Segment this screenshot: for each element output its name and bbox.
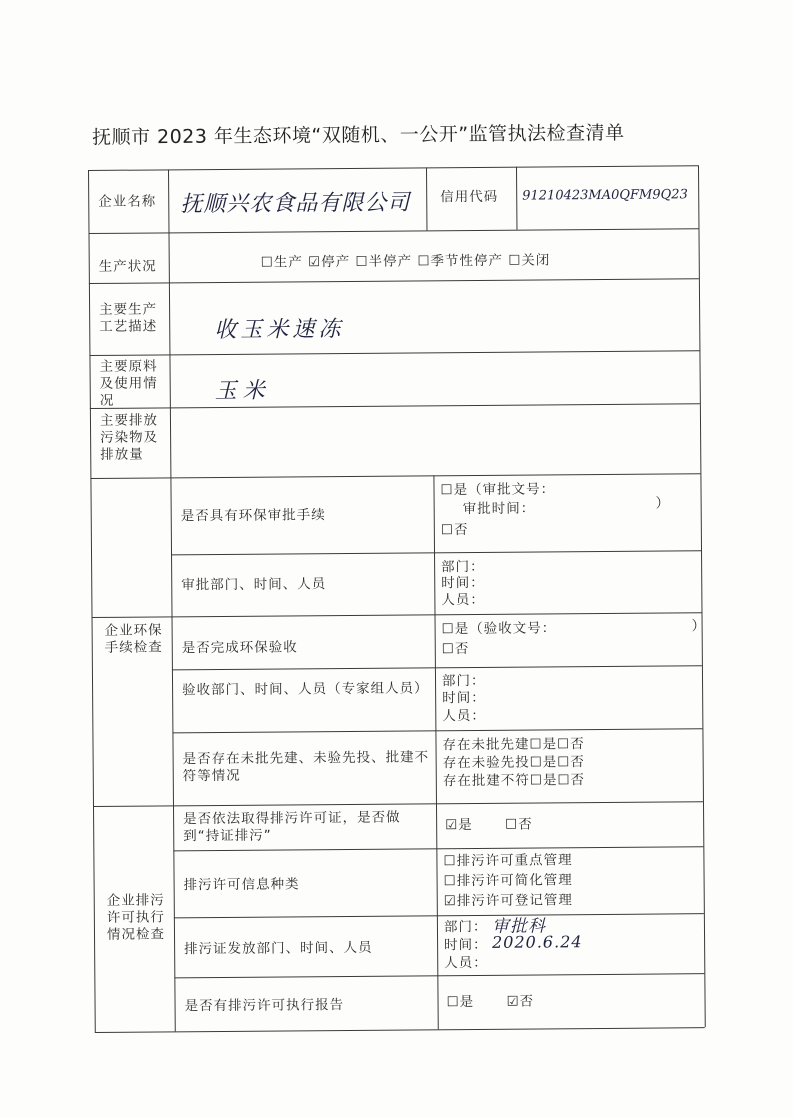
permit-q2-a1: ☐排污许可重点管理 <box>443 852 573 870</box>
env-procedure-group-label: 企业环保手续检查 <box>104 622 163 656</box>
materials-value: 玉米 <box>214 378 271 405</box>
env-q2: 审批部门、时间、人员 <box>181 576 327 594</box>
production-status-label: 生产状况 <box>98 258 157 275</box>
env-q2-dept: 部门： <box>441 558 485 576</box>
env-q5-a3: 存在批建不符☐是☐否 <box>442 772 586 790</box>
permit-q4-no: ☑否 <box>506 993 535 1010</box>
process-value: 收玉米速冻 <box>214 316 345 344</box>
env-q1-no: ☐否 <box>440 522 469 539</box>
permit-q3-person-label: 人员： <box>444 954 488 972</box>
permit-q3-dept-value: 审批科 <box>491 916 547 937</box>
inspection-table <box>88 165 705 1040</box>
env-q3-yes: ☐是（验收文号： <box>441 620 557 638</box>
permit-q3-time-value: 2020.6.24 <box>492 932 583 952</box>
env-q5-a1: 存在未批先建☐是☐否 <box>442 736 585 754</box>
permit-q1-yes: ☑是 <box>445 816 473 834</box>
company-name-label: 企业名称 <box>98 193 157 210</box>
env-q2-time: 时间： <box>441 574 485 592</box>
credit-code-label: 信用代码 <box>440 188 499 206</box>
permit-q3-dept-label: 部门： <box>443 918 488 936</box>
permit-q3: 排污证发放部门、时间、人员 <box>184 939 373 958</box>
materials-label: 主要原料及使用情况 <box>99 358 158 409</box>
permit-group-label: 企业排污许可执行情况检查 <box>106 892 166 943</box>
env-q2-person: 人员： <box>441 591 485 609</box>
env-q3-close: ） <box>691 618 707 635</box>
permit-q2: 排污许可信息种类 <box>183 876 300 894</box>
env-q4-dept: 部门： <box>441 672 486 690</box>
permit-q4: 是否有排污许可执行报告 <box>184 997 345 1015</box>
permit-q2-a2: ☐排污许可简化管理 <box>443 872 573 890</box>
env-q4-person: 人员： <box>442 707 486 725</box>
process-label: 主要生产工艺描述 <box>99 301 158 335</box>
permit-q2-a3: ☑排污许可登记管理 <box>443 892 573 910</box>
permit-q1-no: ☐否 <box>505 816 533 833</box>
env-q3: 是否完成环保验收 <box>181 639 298 657</box>
permit-q4-yes: ☐是 <box>446 993 475 1011</box>
env-q1-yes: ☐是（审批文号： <box>440 481 556 499</box>
env-q3-no: ☐否 <box>441 641 470 658</box>
permit-q3-time-label: 时间： <box>444 936 488 954</box>
env-q4: 验收部门、时间、人员（专家组人员） <box>182 680 429 699</box>
company-name-value: 抚顺兴农食品有限公司 <box>180 190 411 218</box>
pollutants-label: 主要排放污染物及排放量 <box>99 412 159 463</box>
env-q1-close: ） <box>655 495 671 512</box>
permit-q1: 是否依法取得排污许可证，是否做到“持证排污” <box>183 809 401 845</box>
production-status-options: ☐生产 ☑停产 ☐半停产 ☐季节性停产 ☐关闭 <box>260 252 551 271</box>
credit-code-value: 91210423MA0QFM9Q23 <box>522 187 688 204</box>
page-title: 抚顺市 2023 年生态环境“双随机、一公开”监管执法检查清单 <box>91 122 625 149</box>
env-q1: 是否具有环保审批手续 <box>180 507 326 525</box>
env-q5: 是否存在未批先建、未验先投、批建不符等情况 <box>182 749 430 785</box>
env-q5-a2: 存在未验先投☐是☐否 <box>442 754 585 772</box>
env-q1-date: 审批时间： <box>462 500 536 518</box>
env-q4-time: 时间： <box>442 689 486 707</box>
